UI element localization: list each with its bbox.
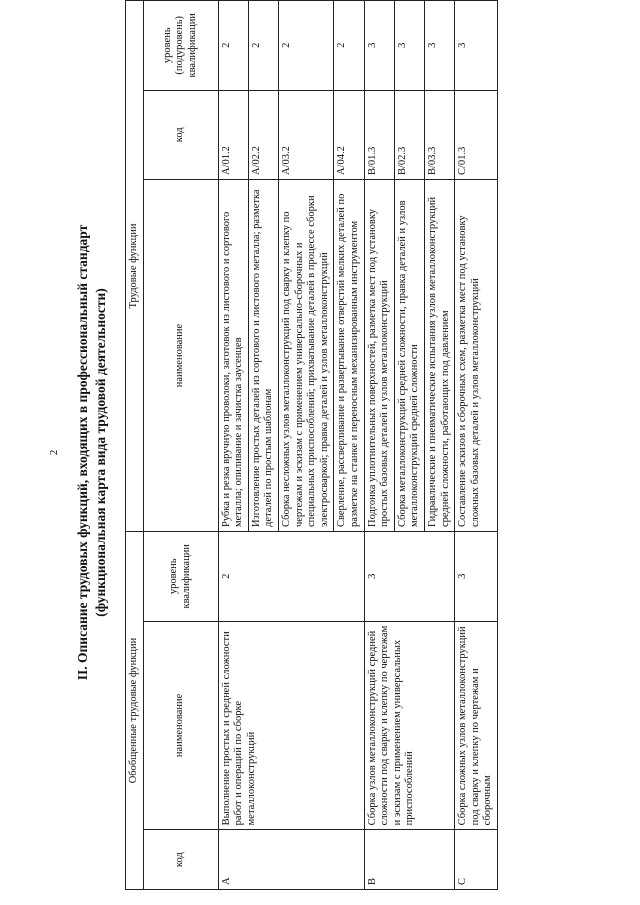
function-code: В/03.3: [424, 90, 454, 179]
function-code: А/02.2: [248, 90, 278, 179]
function-name: Подгонка уплотнительных поверхностей, разметка мест под установку простых базовых деталей и узлов металлоконструкций: [364, 180, 394, 532]
group-name: Сборка узлов металлоконструкций средней сложности под сварку и клепку по чертежам и эскизам с применением универсальных приспособлений: [364, 621, 455, 830]
group-level: 3: [455, 532, 498, 622]
header-sublevel: уровень (подуровень) квалификации: [143, 1, 218, 91]
function-level: 2: [278, 1, 333, 91]
function-code: В/02.3: [394, 90, 424, 179]
function-name: Изготовление простых деталей из сортового и листового металла; разметка деталей по простым шаблонам: [248, 180, 278, 532]
function-code: А/01.2: [218, 90, 248, 179]
function-level: 2: [218, 1, 248, 91]
header-level: уровень квалификации: [143, 532, 218, 622]
functional-map-table: [125, 0, 498, 890]
header-generalized: Обобщенные трудовые функции: [126, 532, 144, 890]
section-title: II. Описание трудовых функций, входящих в профессиональный стандарт: [75, 224, 90, 681]
function-code: В/01.3: [364, 90, 394, 179]
table-row: [364, 1, 394, 890]
function-level: 3: [424, 1, 454, 91]
section-subtitle: (функциональная карта вида трудовой деятельности): [93, 288, 108, 617]
function-name: Рубка и резка вручную проволоки, заготовок из листового и сортового металла; опиливание и зачистка заусенцев: [218, 180, 248, 532]
table-row: [218, 1, 248, 890]
group-name: Сборка сложных узлов металлоконструкций под сварку и клепку по чертежам и сборочным: [455, 621, 498, 830]
group-code: В: [364, 830, 455, 890]
function-name: Гидравлические и пневматические испытания узлов металлоконструкций средней сложности, работающих под давлением: [424, 180, 454, 532]
function-level: 3: [364, 1, 394, 91]
header-code: код: [143, 830, 218, 890]
function-code: А/03.2: [278, 90, 333, 179]
function-level: 3: [455, 1, 498, 91]
function-name: Сборка металлоконструкций средней сложности, правка деталей и узлов металлоконструкций средней сложности: [394, 180, 424, 532]
page-number: 2: [48, 449, 60, 456]
table-row: [455, 1, 498, 890]
header-labor: Трудовые функции: [126, 1, 144, 532]
function-name: Составление эскизов и сборочных схем, разметка мест под установку сложных базовых деталей и узлов металлоконструкций: [455, 180, 498, 532]
group-code: А: [218, 830, 364, 890]
function-name: Сборка несложных узлов металлоконструкций под сварку и клепку по чертежам и эскизам с применением универсально-сборочных и специальных приспособлений; прихватывание деталей в процессе сборки электросваркой; правка деталей и узлов металлоконструкций: [278, 180, 333, 532]
group-level: 3: [364, 532, 455, 622]
group-name: Выполнение простых и средней сложности работ и операций по сборке металлоконструкций: [218, 621, 364, 830]
header-labor-code: код: [143, 90, 218, 179]
function-code: А/04.2: [334, 90, 364, 179]
function-level: 2: [248, 1, 278, 91]
header-labor-name: наименование: [143, 180, 218, 532]
group-code: С: [455, 830, 498, 890]
header-name: наименование: [143, 621, 218, 830]
function-code: С/01.3: [455, 90, 498, 179]
function-name: Сверление, рассверливание и развертывание отверстий мелких деталей по разметке на станке и переносным механизированным инструментом: [334, 180, 364, 532]
group-level: 2: [218, 532, 364, 622]
function-level: 3: [394, 1, 424, 91]
function-level: 2: [334, 1, 364, 91]
